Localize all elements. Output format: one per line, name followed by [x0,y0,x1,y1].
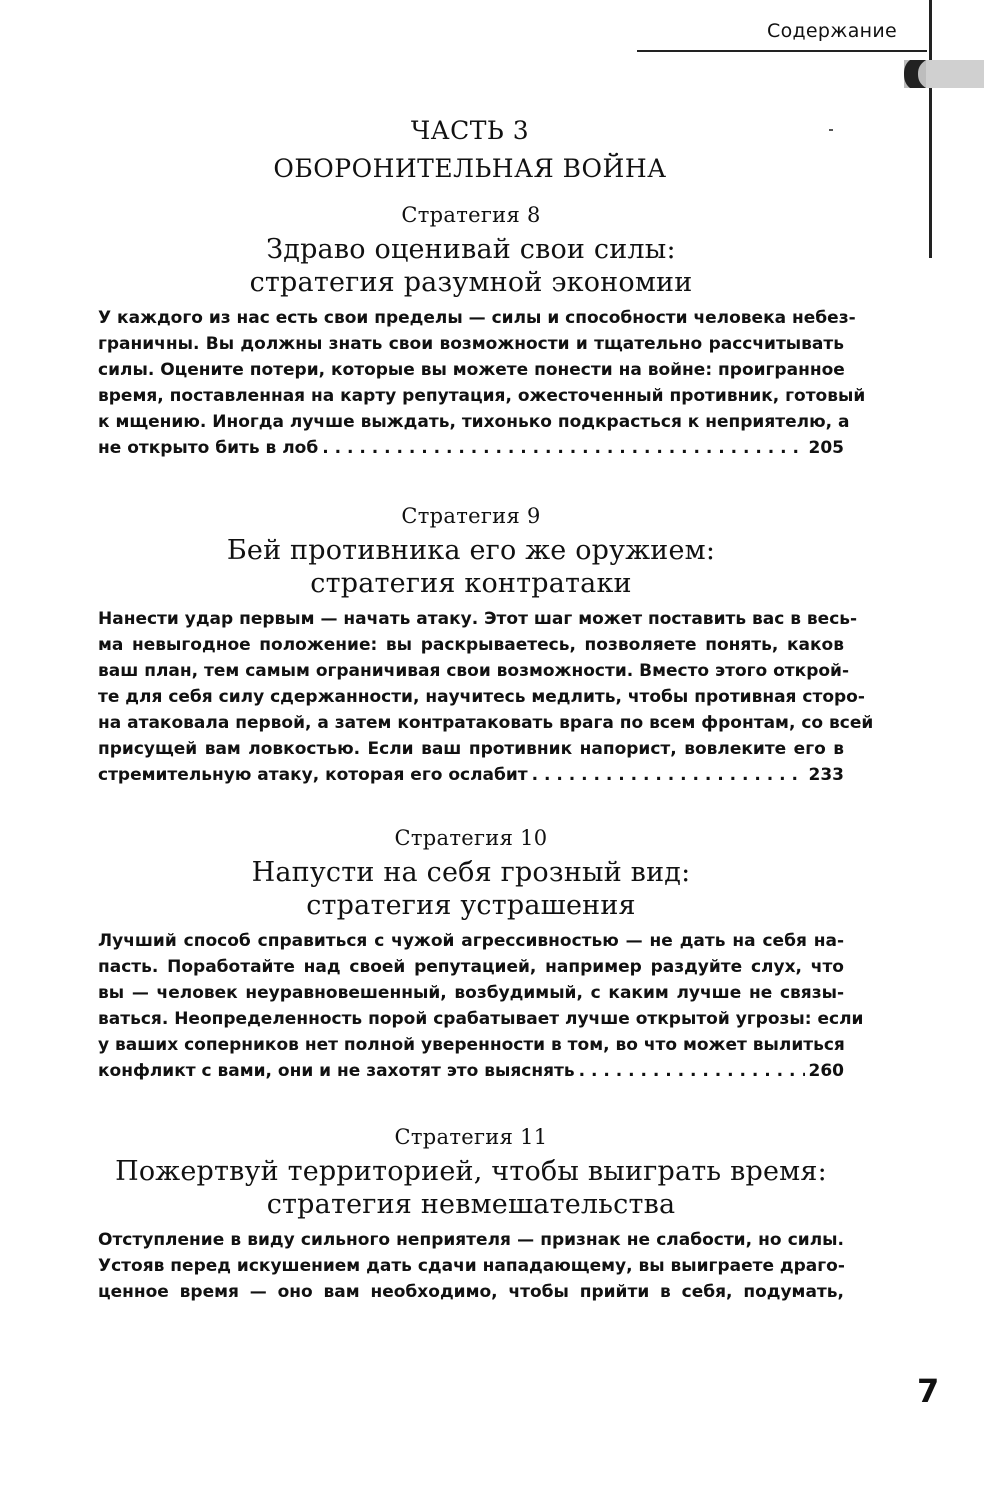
strategy-entry [98,1125,844,1305]
dot-leader [322,435,804,461]
toc-entry-line [98,762,844,788]
description-line: те для себя силу сдержанности, научитесь медлить, чтобы противная сторо- [98,687,865,707]
strategy-label: Стратегия 10 [394,826,548,850]
description-line: Отступление в виду сильного неприятеля — признак не слабости, но силы. [98,1230,844,1250]
toc-entry-line [98,1058,844,1084]
strategy-subtitle-line: стратегия разумной экономии [249,267,693,298]
description-line: граничны. Вы должны знать свои возможности и тщательно рассчитывать [98,334,844,354]
strategy-entry [98,826,864,1084]
section-tab-icon [896,58,986,90]
description-line: на атаковала первой, а затем контратаковать врага по всем фронтам, со всей [98,713,874,733]
strategy-description [98,305,866,461]
description-line: ма невыгодное положение: вы раскрываетесь, позволяете понять, каков [98,635,844,655]
description-line: Нанести удар первым — начать атаку. Этот шаг может поставить вас в весь- [98,609,858,629]
description-line: конфликт с вами, они и не захотят это выяснять [98,1061,575,1081]
description-line: пасть. Поработайте над своей репутацией, например раздуйте слух, что [98,957,844,977]
print-speck [829,129,833,131]
page-number: 7 [917,1372,940,1410]
dot-leader [579,1058,805,1084]
description-line: ваться. Неопределенность порой срабатывает лучше открытой угрозы: если [98,1009,864,1029]
strategy-subtitle-line: стратегия контратаки [310,568,632,599]
description-line: у ваших соперников нет полной уверенности в том, во что может вылиться [98,1035,845,1055]
strategy-label: Стратегия 11 [394,1125,548,1149]
description-line: ваш план, тем самым ограничивая свои возможности. Вместо этого открой- [98,661,850,681]
strategy-description [98,606,874,788]
description-line: Лучший способ справиться с чужой агрессивностью — не дать на себя на- [98,931,844,951]
running-head: Содержание [767,20,897,42]
strategy-title-line: Напусти на себя грозный вид: [251,857,691,888]
description-line: ценное время — оно вам необходимо, чтобы прийти в себя, подумать, [98,1282,844,1302]
strategy-title-line: Бей противника его же оружием: [226,535,716,566]
strategy-label: Стратегия 9 [401,504,541,528]
part-label: ЧАСТЬ 3 [410,116,530,145]
header-rule [637,50,927,52]
description-line: присущей вам ловкостью. Если ваш противник напорист, вовлеките его в [98,739,844,759]
dot-leader [532,762,805,788]
part-title: ОБОРОНИТЕЛЬНАЯ ВОЙНА [273,154,667,183]
description-line: Устояв перед искушением дать сдачи нападающему, вы выиграете драго- [98,1256,845,1276]
strategy-entry [98,504,874,788]
strategy-title-line: Здраво оценивай свои силы: [266,234,676,265]
description-line: время, поставленная на карту репутация, ожесточенный противник, готовый [98,386,866,406]
description-line: вы — человек неуравновешенный, возбудимый, с каким лучше не связы- [98,983,844,1003]
page-reference: 233 [808,765,844,785]
description-line: к мщению. Иногда лучше выждать, тихонько подкрасться к неприятелю, а [98,412,850,432]
page-reference: 205 [808,438,844,458]
strategy-description [98,1227,844,1305]
toc-entry-line [98,435,844,461]
strategy-title-line: Пожертвуй территорией, чтобы выиграть время: [115,1156,827,1187]
page-reference: 260 [808,1061,844,1081]
strategy-entry [98,203,866,461]
description-line: не открыто бить в лоб [98,438,319,458]
strategy-subtitle-line: стратегия устрашения [306,890,636,921]
description-line: силы. Оцените потери, которые вы можете понести на войне: проигранное [98,360,845,380]
strategy-description [98,928,864,1084]
strategy-label: Стратегия 8 [401,203,541,227]
description-line: стремительную атаку, которая его ослабит [98,765,528,785]
description-line: У каждого из нас есть свои пределы — силы и способности человека небез- [98,308,856,328]
margin-vertical-rule [929,0,932,258]
strategy-subtitle-line: стратегия невмешательства [266,1189,676,1220]
